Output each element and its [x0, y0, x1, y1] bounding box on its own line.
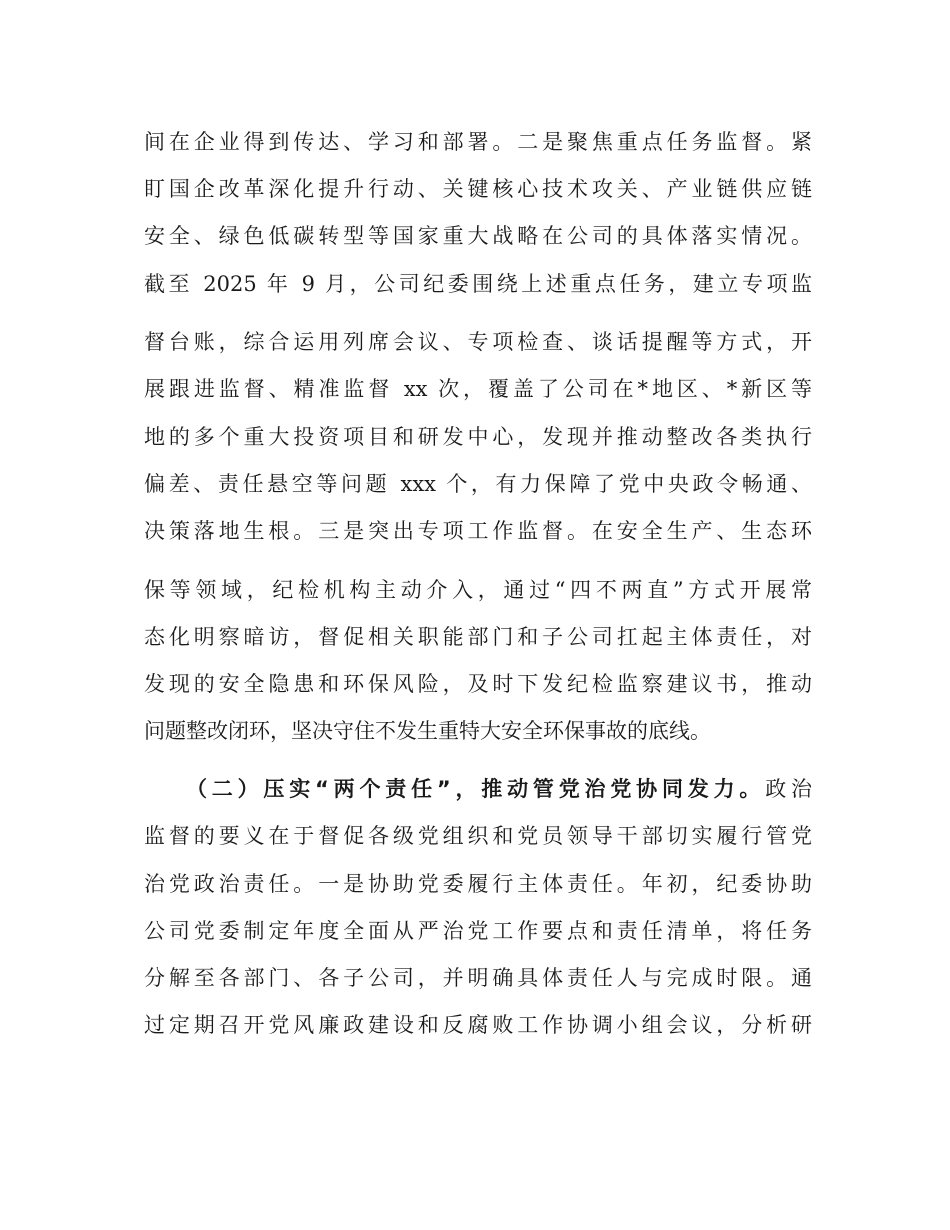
paragraph-line: 发现的安全隐患和环保风险，及时下发纪检监察建议书，推动 — [144, 672, 812, 696]
heading-line-tail: 政治 — [765, 777, 812, 801]
paragraph-line: 问题整改闭环，坚决守住不发生重特大安全环保事故的底线。 — [144, 719, 711, 743]
paragraph-line: 治党政治责任。一是协助党委履行主体责任。年初，纪委协助 — [144, 872, 812, 896]
paragraph-line: 截至 2025 年 9 月，公司纪委围绕上述重点任务，建立专项监 — [144, 272, 812, 296]
paragraph-line: 间在企业得到传达、学习和部署。二是聚焦重点任务监督。紧 — [144, 130, 812, 154]
section-heading: （二）压实“两个责任”，推动管党治党协同发力。 — [186, 777, 766, 801]
paragraph-line: 偏差、责任悬空等问题 xxx 个，有力保障了党中央政令畅通、 — [144, 472, 812, 496]
paragraph-line: 督台账，综合运用列席会议、专项检查、谈话提醒等方式，开 — [144, 330, 812, 354]
paragraph-line: 地的多个重大投资项目和研发中心，发现并推动整改各类执行 — [144, 425, 812, 449]
paragraph-line: 过定期召开党风廉政建设和反腐败工作协调小组会议，分析研 — [144, 1013, 812, 1037]
paragraph-line: 盯国企改革深化提升行动、关键核心技术攻关、产业链供应链 — [144, 177, 812, 201]
section-heading-line — [186, 766, 812, 812]
paragraph-line: 展跟进监督、精准监督 xx 次，覆盖了公司在*地区、*新区等 — [144, 377, 812, 401]
paragraph-line: 分解至各部门、各子公司，并明确具体责任人与完成时限。通 — [144, 966, 812, 990]
paragraph-line: 决策落地生根。三是突出专项工作监督。在安全生产、生态环 — [144, 519, 812, 543]
paragraph-line: 安全、绿色低碳转型等国家重大战略在公司的具体落实情况。 — [144, 224, 812, 248]
paragraph-line: 态化明察暗访，督促相关职能部门和子公司扛起主体责任，对 — [144, 625, 812, 649]
paragraph-line: 监督的要义在于督促各级党组织和党员领导干部切实履行管党 — [144, 824, 812, 848]
paragraph-line: 公司党委制定年度全面从严治党工作要点和责任清单，将任务 — [144, 919, 812, 943]
paragraph-line: 保等领域，纪检机构主动介入，通过“四不两直”方式开展常 — [144, 578, 812, 602]
